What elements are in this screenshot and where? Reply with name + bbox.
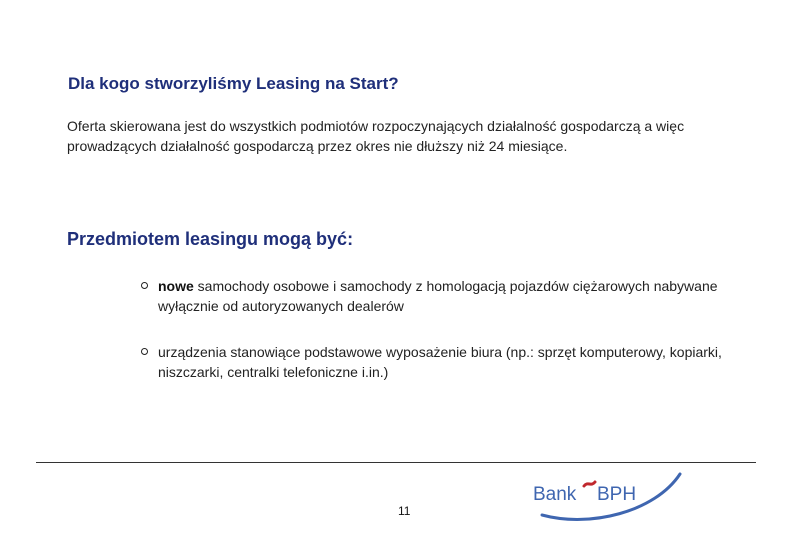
list-item-text: [158, 276, 750, 316]
logo-tilde-icon: [584, 482, 595, 486]
list-item: [140, 276, 750, 316]
list-item: [140, 342, 750, 382]
footer-divider: [36, 462, 756, 463]
bank-bph-logo-graphic: [530, 470, 690, 526]
list-item-emphasis: nowe: [158, 278, 194, 294]
bullet-icon: [140, 342, 158, 382]
section-title: Dla kogo stworzyliśmy Leasing na Start?: [68, 74, 399, 93]
list-item-text: [158, 342, 750, 382]
logo-text-right: BPH: [597, 484, 637, 505]
logo-text-left: Bank: [533, 484, 577, 505]
bullet-icon: [140, 276, 158, 316]
list-item-body: samochody osobowe i samochody z homologacją pojazdów ciężarowych nabywane wyłącznie od autoryzowanych dealerów: [158, 278, 718, 314]
page-number: 11: [398, 504, 411, 518]
intro-paragraph: Oferta skierowana jest do wszystkich podmiotów rozpoczynających działalność gospodarczą a więc prowadzących działalność gospodarczą przez okres nie dłuższy niż 24 miesiące.: [67, 118, 685, 154]
subsection-title: Przedmiotem leasingu mogą być:: [67, 229, 354, 249]
bank-bph-logo: [530, 470, 690, 526]
list-item-body: urządzenia stanowiące podstawowe wyposażenie biura (np.: sprzęt komputerowy, kopiarki, niszczarki, centralki telefoniczne i.in.): [158, 344, 722, 380]
